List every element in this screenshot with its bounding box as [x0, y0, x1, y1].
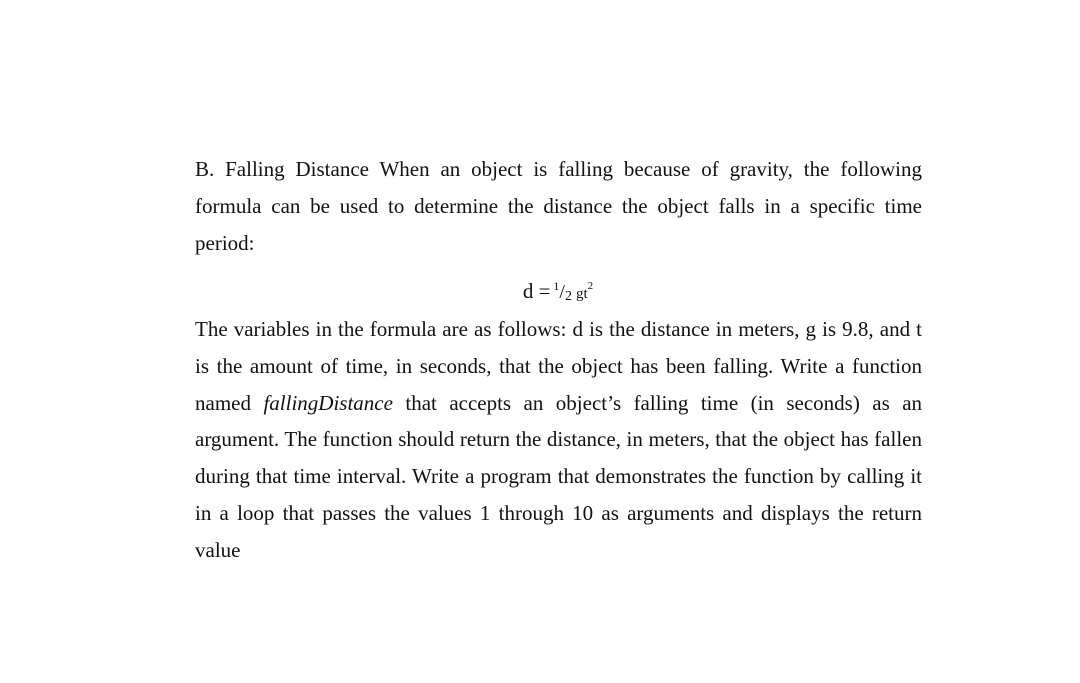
formula-slash: / [559, 281, 565, 303]
instructions-text-before: The variables in the formula are as follows: d is the distance in meters, g is 9.8, and t is the amount of time, in seconds, that the object has been falling. Write a function named [195, 317, 922, 415]
formula-lhs: d = [522, 279, 551, 303]
instructions-text-after: that accepts an object’s falling time (in seconds) as an argument. The function should return the distance, in meters, that the object has fallen during that time interval. Write a program that demonstrates the function by calling it in a loop that passes the values 1 through 10 as arguments and displays the return value [195, 390, 923, 562]
intro-text: B. Falling Distance When an object is falling because of gravity, the following formula can be used to determine the distance the object falls in a specific time period: [195, 157, 922, 255]
formula-denominator: 2 [564, 289, 572, 304]
function-name: fallingDistance [263, 390, 393, 415]
formula-variable: gt [575, 286, 588, 302]
formula-exponent: 2 [587, 280, 594, 292]
formula-numerator: 1 [553, 279, 560, 293]
intro-paragraph [195, 151, 922, 261]
instructions-paragraph [195, 311, 922, 569]
distance-formula [0, 270, 1080, 313]
